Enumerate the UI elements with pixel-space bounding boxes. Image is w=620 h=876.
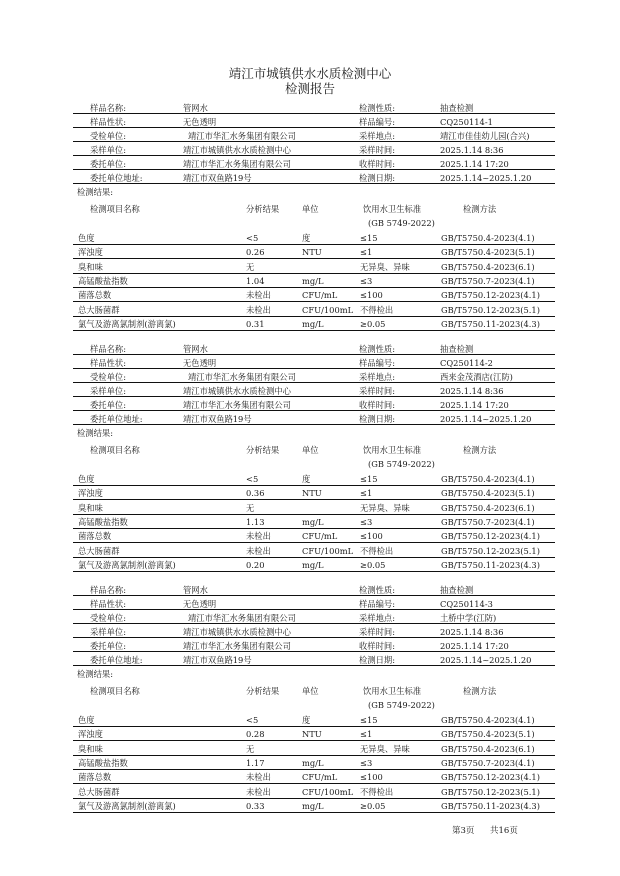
result-cell-result: 未检出 [246,531,271,542]
column-header-standard: 饮用水卫生标准 [363,445,422,455]
result-cell-standard: 不得检出 [360,786,394,797]
result-cell-standard: ≤1 [360,729,373,740]
sample-block [0,339,620,579]
result-cell-result: 未检出 [246,545,271,556]
result-cell-standard: ≤100 [360,531,383,542]
field-label: 样品性状: [90,599,126,609]
field-label: 样品名称: [90,585,126,595]
divider-line [73,113,555,114]
column-header-standard: 饮用水卫生标准 [363,204,422,214]
field-value-sampling-site: 靖江市佳佳幼儿园(合兴) [440,131,530,141]
result-cell-item: 氯气及游离氯制剂(游离氯) [78,800,176,811]
field-label: 检测性质: [359,103,395,113]
result-cell-item: 总大肠菌群 [78,304,120,315]
result-cell-method: GB/T5750.4-2023(6.1) [441,743,535,754]
column-header-standard-code: (GB 5749-2022) [368,700,435,710]
field-label: 委托单位: [90,641,126,651]
result-cell-result: 1.04 [246,275,265,286]
column-header-standard-code: (GB 5749-2022) [368,218,435,228]
field-label: 委托单位地址: [90,414,143,424]
divider-line [73,769,555,770]
result-cell-unit: 度 [302,715,311,725]
divider-line [73,382,555,383]
result-cell-standard: ≥0.05 [360,318,386,329]
field-label: 采样地点: [359,372,395,382]
field-value-test-nature: 抽查检测 [440,585,474,595]
field-value-receive-time: 2025.1.14 17:20 [440,159,509,169]
result-cell-standard: 无异臭、异味 [360,743,410,754]
divider-line [73,595,555,596]
field-value-sample-character: 无色透明 [183,117,217,127]
divider-line [73,726,555,727]
divider-line [73,665,555,666]
column-header-unit: 单位 [302,686,319,696]
field-label: 采样地点: [359,613,395,623]
divider-line [73,571,555,572]
result-cell-result: 0.36 [246,488,265,499]
field-value-sampling-site: 西来金茂酒店(江防) [440,372,513,382]
result-cell-method: GB/T5750.12-2023(4.1) [441,531,540,542]
column-header-unit: 单位 [302,445,319,455]
result-cell-item: 色度 [78,474,95,484]
result-cell-unit: CFU/100mL [302,786,354,797]
result-cell-item: 氯气及游离氯制剂(游离氯) [78,318,176,329]
field-value-client-address: 靖江市双鱼路19号 [183,414,252,424]
field-label: 采样单位: [90,627,126,637]
field-label: 委托单位地址: [90,173,143,183]
result-cell-unit: NTU [302,488,322,499]
divider-line [73,368,555,369]
result-cell-result: 0.26 [246,247,265,258]
result-cell-unit: 度 [302,233,311,243]
divider-line [73,798,555,799]
column-header-standard: 饮用水卫生标准 [363,686,422,696]
field-value-sampling-time: 2025.1.14 8:36 [440,386,504,396]
divider-line [73,499,555,500]
result-cell-standard: ≤1 [360,488,373,499]
divider-line [73,258,555,259]
result-cell-unit: mg/L [302,757,324,768]
divider-line [73,354,555,355]
result-cell-standard: ≤100 [360,290,383,301]
result-cell-method: GB/T5750.12-2023(5.1) [441,545,540,556]
results-heading: 检测结果: [77,428,113,438]
result-cell-result: 未检出 [246,786,271,797]
field-value-entrusted-unit: 靖江市华汇水务集团有限公司 [188,131,296,141]
report-org-title: 靖江市城镇供水水质检测中心 [228,66,392,81]
field-label: 样品编号: [359,117,395,127]
divider-line [73,244,555,245]
result-cell-standard: ≤15 [360,715,378,725]
field-label: 样品性状: [90,117,126,127]
divider-line [73,301,555,302]
result-cell-unit: mg/L [302,516,324,527]
result-cell-item: 浑浊度 [78,247,103,258]
result-cell-method: GB/T5750.4-2023(5.1) [441,729,535,740]
field-value-sample-no: CQ250114-3 [440,599,493,609]
divider-line [73,410,555,411]
result-cell-unit: CFU/100mL [302,304,354,315]
divider-line [73,287,555,288]
field-value-sampling-unit: 靖江市城镇供水水质检测中心 [183,145,291,155]
result-cell-method: GB/T5750.7-2023(4.1) [441,757,535,768]
divider-line [73,169,555,170]
field-label: 检测日期: [359,414,395,424]
field-value-sample-character: 无色透明 [183,599,217,609]
result-cell-standard: 不得检出 [360,545,394,556]
result-cell-unit: mg/L [302,559,324,570]
field-label: 委托单位: [90,159,126,169]
divider-line [73,528,555,529]
result-cell-item: 总大肠菌群 [78,786,120,797]
result-cell-result: 0.28 [246,729,265,740]
result-cell-method: GB/T5750.4-2023(4.1) [441,474,535,484]
column-header-item: 检测项目名称 [90,445,140,455]
field-label: 检测性质: [359,585,395,595]
field-value-test-nature: 抽查检测 [440,344,474,354]
divider-line [73,609,555,610]
field-value-receive-time: 2025.1.14 17:20 [440,641,509,651]
result-cell-method: GB/T5750.11-2023(4.3) [441,318,540,329]
field-value-sample-name: 管网水 [183,585,208,595]
divider-line [73,330,555,331]
column-header-item: 检测项目名称 [90,686,140,696]
result-cell-method: GB/T5750.11-2023(4.3) [441,800,540,811]
result-cell-standard: ≤3 [360,516,373,527]
divider-line [73,740,555,741]
result-cell-unit: NTU [302,247,322,258]
field-value-sample-name: 管网水 [183,103,208,113]
field-label: 采样时间: [359,386,395,396]
result-cell-result: 无 [246,743,255,754]
field-label: 采样时间: [359,145,395,155]
result-cell-unit: NTU [302,729,322,740]
divider-line [73,127,555,128]
divider-line [73,557,555,558]
report-title: 检测报告 [284,81,335,96]
result-cell-standard: ≥0.05 [360,559,386,570]
result-cell-result: 未检出 [246,772,271,783]
result-cell-item: 臭和味 [78,261,103,272]
column-header-standard-code: (GB 5749-2022) [368,459,435,469]
result-cell-method: GB/T5750.12-2023(5.1) [441,304,540,315]
result-cell-result: 1.17 [246,757,265,768]
field-label: 样品名称: [90,344,126,354]
field-label: 委托单位: [90,400,126,410]
result-cell-standard: ≤3 [360,757,373,768]
results-heading: 检测结果: [77,187,113,197]
field-label: 受检单位: [90,613,126,623]
column-header-method: 检测方法 [463,445,497,455]
field-label: 样品名称: [90,103,126,113]
result-cell-item: 臭和味 [78,502,103,513]
divider-line [73,183,555,184]
result-cell-result: 0.33 [246,800,265,811]
field-label: 采样时间: [359,627,395,637]
result-cell-result: 1.13 [246,516,265,527]
field-value-sample-no: CQ250114-2 [440,358,493,368]
column-header-result: 分析结果 [246,204,280,214]
divider-line [73,514,555,515]
field-value-client-unit: 靖江市华汇水务集团有限公司 [183,400,291,410]
result-cell-item: 氯气及游离氯制剂(游离氯) [78,559,176,570]
field-value-sample-name: 管网水 [183,344,208,354]
result-cell-item: 色度 [78,715,95,725]
field-label: 样品编号: [359,358,395,368]
result-cell-item: 高锰酸盐指数 [78,757,128,768]
field-value-test-date: 2025.1.14~2025.1.20 [440,414,532,424]
field-label: 委托单位地址: [90,655,143,665]
divider-line [73,623,555,624]
result-cell-result: <5 [246,474,259,484]
field-value-sample-character: 无色透明 [183,358,217,368]
field-label: 采样单位: [90,386,126,396]
result-cell-unit: CFU/mL [302,772,338,783]
result-cell-item: 高锰酸盐指数 [78,516,128,527]
field-value-entrusted-unit: 靖江市华汇水务集团有限公司 [188,613,296,623]
divider-line [73,273,555,274]
field-value-sampling-unit: 靖江市城镇供水水质检测中心 [183,627,291,637]
result-cell-result: 无 [246,261,255,272]
result-cell-method: GB/T5750.12-2023(5.1) [441,786,540,797]
column-header-result: 分析结果 [246,445,280,455]
sample-block [0,98,620,338]
result-cell-item: 总大肠菌群 [78,545,120,556]
field-value-sampling-site: 土桥中学(江防) [440,613,497,623]
result-cell-unit: 度 [302,474,311,484]
result-cell-standard: ≤100 [360,772,383,783]
result-cell-result: 无 [246,502,255,513]
result-cell-unit: mg/L [302,275,324,286]
field-value-test-nature: 抽查检测 [440,103,474,113]
field-value-client-address: 靖江市双鱼路19号 [183,655,252,665]
page-total: 共16页 [490,826,518,836]
result-cell-result: 未检出 [246,290,271,301]
field-value-client-unit: 靖江市华汇水务集团有限公司 [183,641,291,651]
result-cell-result: <5 [246,233,259,243]
result-cell-unit: CFU/mL [302,531,338,542]
divider-line [73,485,555,486]
page-number: 第3页 [452,826,475,836]
divider-line [73,141,555,142]
result-cell-unit: CFU/mL [302,290,338,301]
result-cell-method: GB/T5750.4-2023(6.1) [441,502,535,513]
column-header-method: 检测方法 [463,686,497,696]
field-label: 采样单位: [90,145,126,155]
field-label: 收样时间: [359,159,395,169]
result-cell-method: GB/T5750.4-2023(4.1) [441,715,535,725]
result-cell-item: 浑浊度 [78,488,103,499]
result-cell-standard: 无异臭、异味 [360,261,410,272]
field-label: 样品性状: [90,358,126,368]
result-cell-method: GB/T5750.4-2023(5.1) [441,488,535,499]
field-label: 收样时间: [359,400,395,410]
field-value-sampling-time: 2025.1.14 8:36 [440,145,504,155]
column-header-method: 检测方法 [463,204,497,214]
divider-line [73,755,555,756]
field-label: 受检单位: [90,131,126,141]
result-cell-method: GB/T5750.12-2023(4.1) [441,772,540,783]
result-cell-result: <5 [246,715,259,725]
result-cell-result: 未检出 [246,304,271,315]
result-cell-standard: ≥0.05 [360,800,386,811]
results-heading: 检测结果: [77,669,113,679]
result-cell-item: 臭和味 [78,743,103,754]
field-label: 受检单位: [90,372,126,382]
result-cell-standard: 不得检出 [360,304,394,315]
result-cell-result: 0.31 [246,318,265,329]
result-cell-item: 菌落总数 [78,772,112,783]
result-cell-standard: ≤15 [360,233,378,243]
column-header-result: 分析结果 [246,686,280,696]
field-value-test-date: 2025.1.14~2025.1.20 [440,655,532,665]
result-cell-item: 菌落总数 [78,290,112,301]
field-value-client-address: 靖江市双鱼路19号 [183,173,252,183]
result-cell-item: 色度 [78,233,95,243]
divider-line [73,424,555,425]
divider-line [73,812,555,813]
field-value-client-unit: 靖江市华汇水务集团有限公司 [183,159,291,169]
field-label: 采样地点: [359,131,395,141]
result-cell-standard: ≤15 [360,474,378,484]
result-cell-item: 浑浊度 [78,729,103,740]
field-value-entrusted-unit: 靖江市华汇水务集团有限公司 [188,372,296,382]
field-label: 检测日期: [359,655,395,665]
result-cell-method: GB/T5750.4-2023(6.1) [441,261,535,272]
divider-line [73,155,555,156]
result-cell-standard: 无异臭、异味 [360,502,410,513]
field-label: 检测性质: [359,344,395,354]
field-value-receive-time: 2025.1.14 17:20 [440,400,509,410]
result-cell-unit: CFU/100mL [302,545,354,556]
divider-line [73,783,555,784]
result-cell-method: GB/T5750.11-2023(4.3) [441,559,540,570]
result-cell-result: 0.20 [246,559,265,570]
result-cell-standard: ≤3 [360,275,373,286]
result-cell-standard: ≤1 [360,247,373,258]
result-cell-item: 菌落总数 [78,531,112,542]
result-cell-unit: mg/L [302,318,324,329]
result-cell-item: 高锰酸盐指数 [78,275,128,286]
result-cell-method: GB/T5750.4-2023(4.1) [441,233,535,243]
field-value-sample-no: CQ250114-1 [440,117,493,127]
divider-line [73,316,555,317]
result-cell-method: GB/T5750.12-2023(4.1) [441,290,540,301]
field-label: 样品编号: [359,599,395,609]
result-cell-method: GB/T5750.7-2023(4.1) [441,275,535,286]
field-label: 收样时间: [359,641,395,651]
field-value-sampling-unit: 靖江市城镇供水水质检测中心 [183,386,291,396]
divider-line [73,396,555,397]
column-header-unit: 单位 [302,204,319,214]
result-cell-method: GB/T5750.7-2023(4.1) [441,516,535,527]
column-header-item: 检测项目名称 [90,204,140,214]
result-cell-method: GB/T5750.4-2023(5.1) [441,247,535,258]
field-label: 检测日期: [359,173,395,183]
divider-line [73,651,555,652]
divider-line [73,542,555,543]
result-cell-unit: mg/L [302,800,324,811]
divider-line [73,637,555,638]
field-value-sampling-time: 2025.1.14 8:36 [440,627,504,637]
sample-block [0,580,620,820]
field-value-test-date: 2025.1.14~2025.1.20 [440,173,532,183]
